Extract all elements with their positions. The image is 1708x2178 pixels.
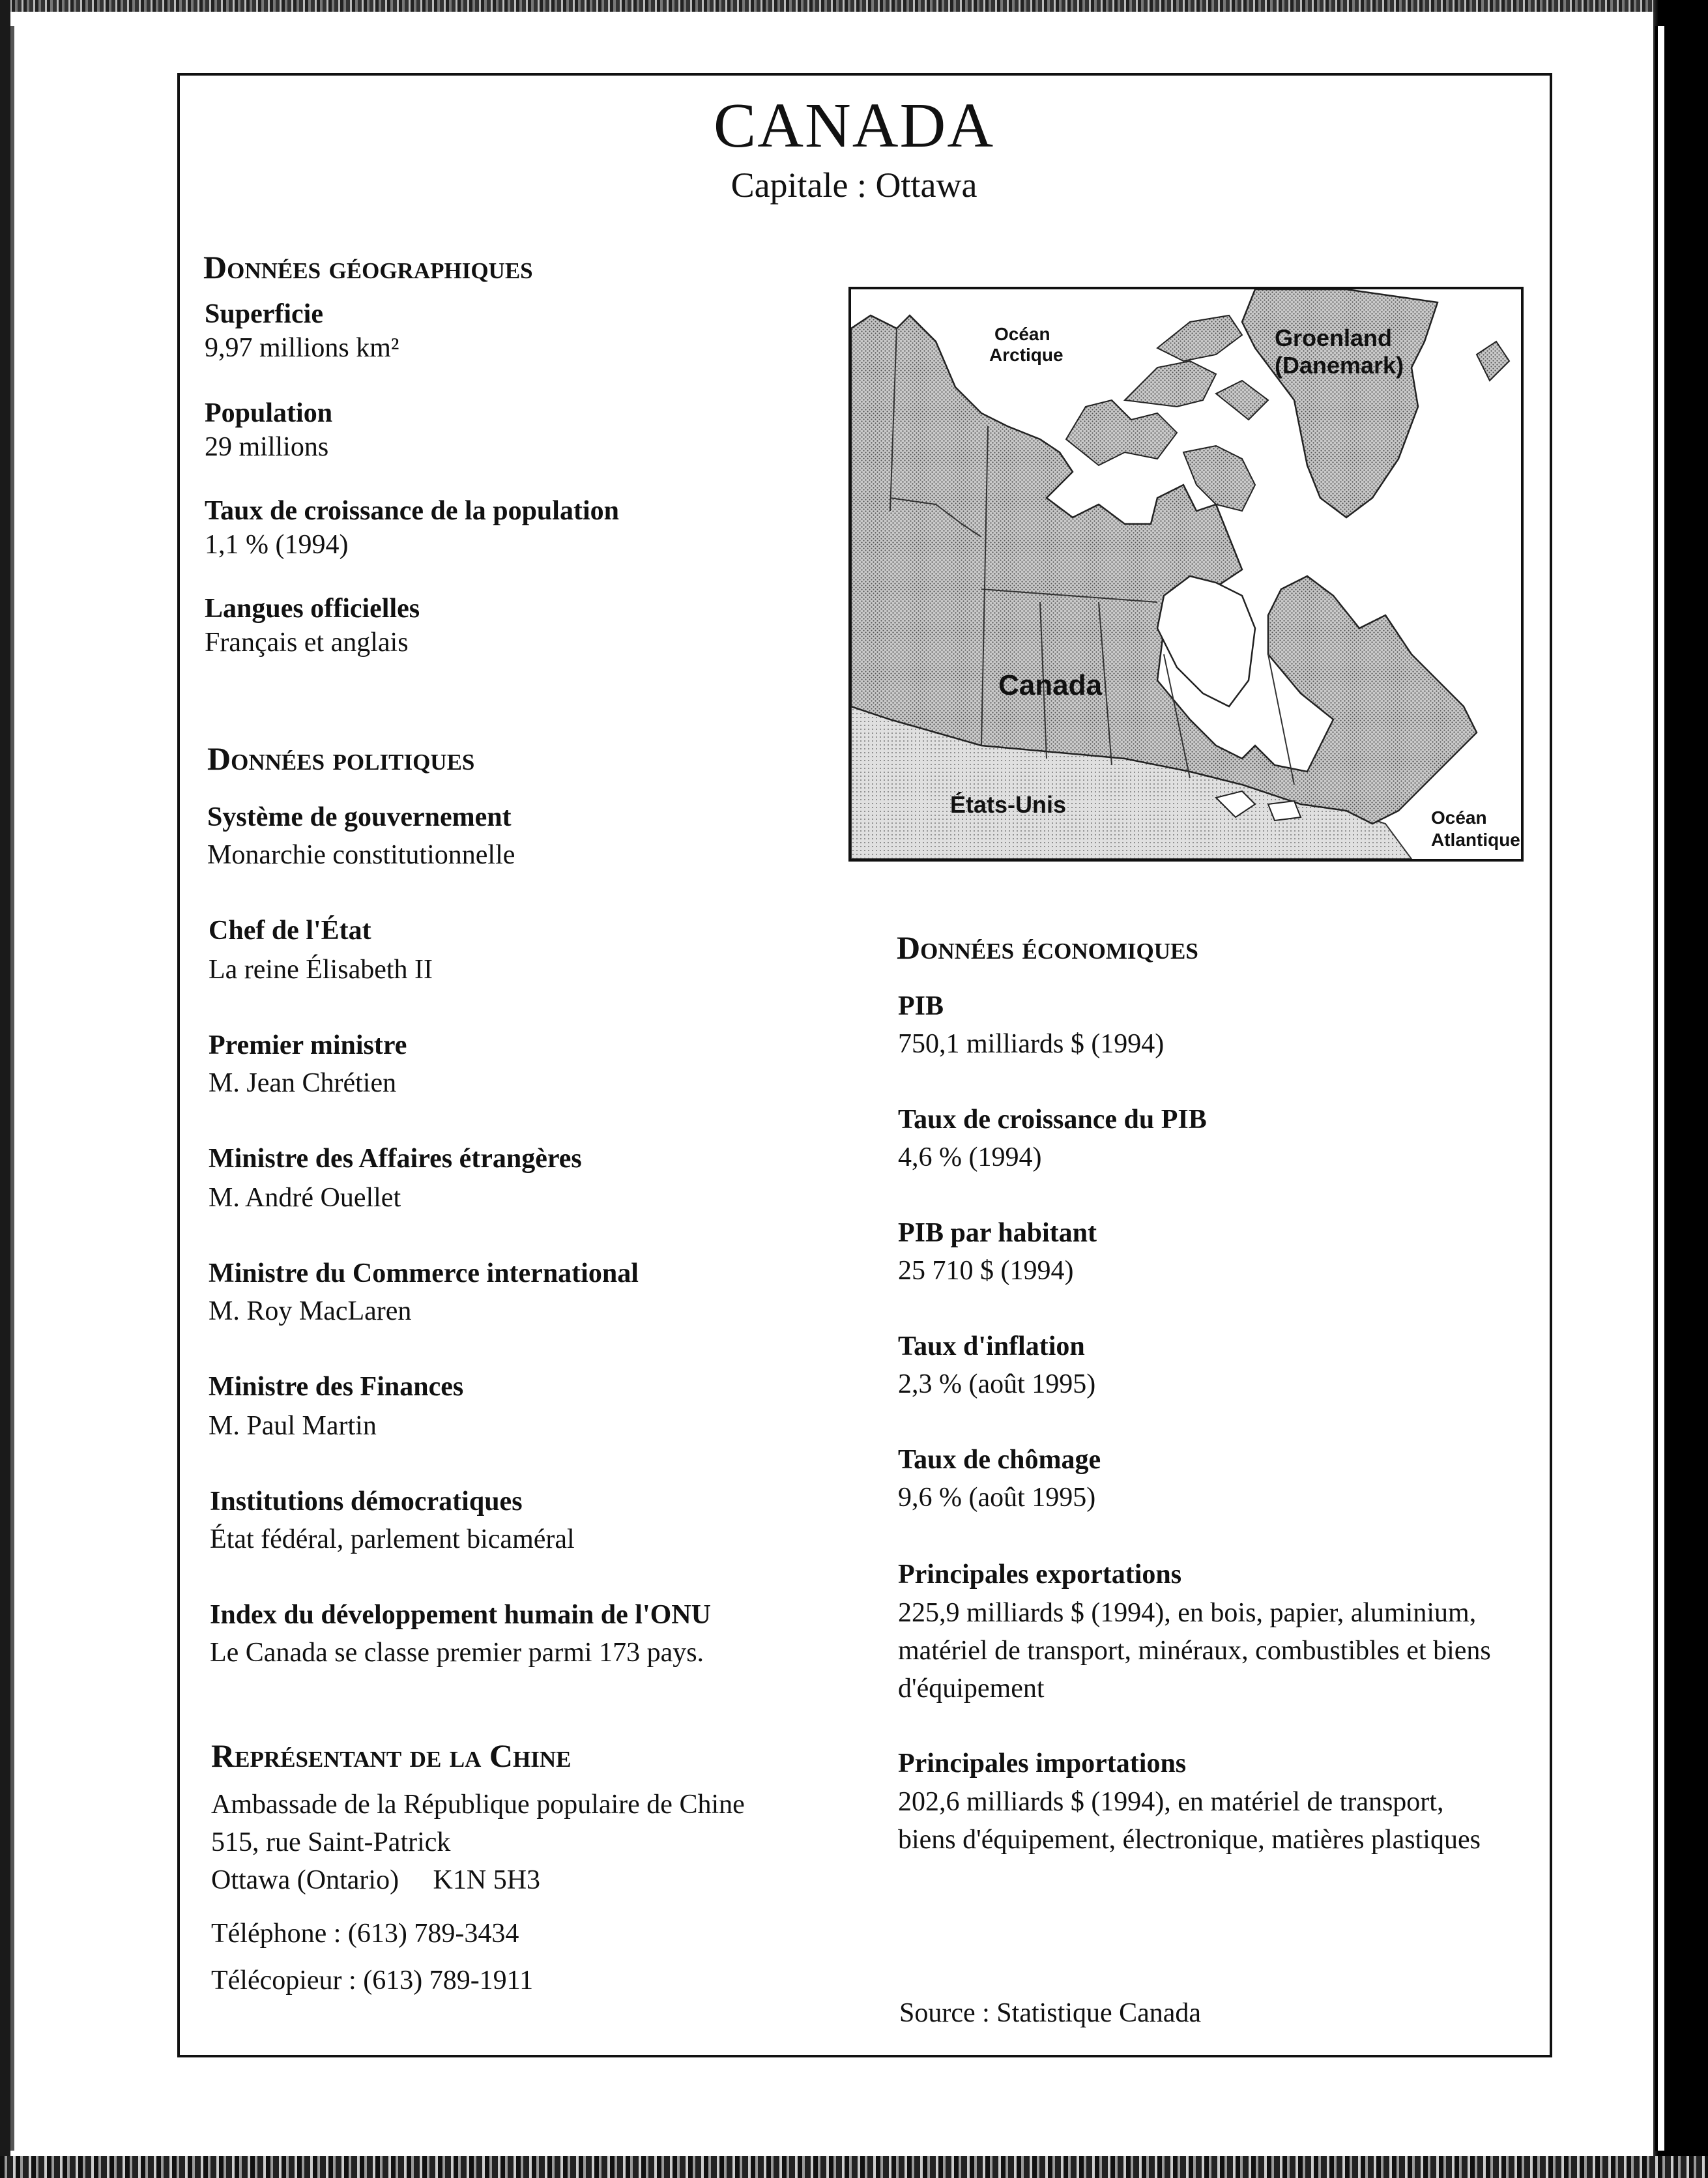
map-label-arctic-ocean: Océan: [994, 324, 1050, 344]
page-binding-gap: [1655, 26, 1667, 2151]
map-label-atlantic-ocean: Atlantique: [1431, 830, 1520, 850]
eco-value-gdp-per-capita: 25 710 $ (1994): [898, 1256, 1074, 1286]
politics-label-government: Système de gouvernement: [207, 802, 512, 832]
politics-heading: Données politiques: [207, 740, 475, 777]
eco-label-gdp-per-capita: PIB par habitant: [898, 1218, 1097, 1248]
eco-label-unemployment: Taux de chômage: [898, 1445, 1101, 1475]
politics-value-government: Monarchie constitutionnelle: [207, 840, 515, 870]
geo-value-population: 29 millions: [205, 432, 329, 462]
politics-value-institutions: État fédéral, parlement bicaméral: [210, 1524, 575, 1554]
geo-label-languages: Langues officielles: [205, 594, 420, 624]
politics-value-head-of-state: La reine Élisabeth II: [209, 955, 433, 985]
politics-label-head-of-state: Chef de l'État: [209, 916, 371, 946]
politics-value-hdi: Le Canada se classe premier parmi 173 pays.: [210, 1638, 704, 1668]
geo-heading: Données géographiques: [203, 249, 533, 285]
politics-label-hdi: Index du développement humain de l'ONU: [210, 1600, 711, 1630]
eco-value-unemployment: 9,6 % (août 1995): [898, 1483, 1096, 1513]
geo-label-population: Population: [205, 398, 333, 428]
eco-label-gdp-growth: Taux de croissance du PIB: [898, 1105, 1207, 1135]
page-title: CANADA: [713, 91, 995, 161]
capital-subtitle: Capitale : Ottawa: [731, 166, 977, 205]
politics-label-finance: Ministre des Finances: [209, 1372, 464, 1402]
eco-value-inflation: 2,3 % (août 1995): [898, 1369, 1096, 1399]
geo-label-growth: Taux de croissance de la population: [205, 496, 619, 526]
eco-exports-line: matériel de transport, minéraux, combustibles et biens: [898, 1636, 1491, 1666]
map-label-atlantic-ocean: Océan: [1431, 807, 1487, 828]
geo-value-area: 9,97 millions km²: [205, 333, 399, 363]
politics-label-trade: Ministre du Commerce international: [209, 1258, 639, 1288]
politics-label-foreign-affairs: Ministre des Affaires étrangères: [209, 1144, 582, 1174]
eco-exports-line: 225,9 milliards $ (1994), en bois, papier, aluminium,: [898, 1598, 1477, 1628]
eco-source: Source : Statistique Canada: [899, 1998, 1202, 2028]
politics-value-prime-minister: M. Jean Chrétien: [209, 1068, 397, 1098]
map-label-arctic-ocean: Arctique: [989, 345, 1064, 365]
eco-label-gdp: PIB: [898, 991, 944, 1021]
scan-edge-top: [0, 0, 1708, 12]
politics-value-finance: M. Paul Martin: [209, 1411, 377, 1441]
politics-label-institutions: Institutions démocratiques: [210, 1487, 523, 1517]
geo-value-languages: Français et anglais: [205, 628, 409, 658]
scan-edge-left: [0, 0, 10, 2178]
eco-label-imports: Principales importations: [898, 1749, 1187, 1779]
rep-address-line: Ottawa (Ontario) K1N 5H3: [211, 1865, 541, 1895]
eco-value-gdp-growth: 4,6 % (1994): [898, 1142, 1042, 1172]
eco-value-gdp: 750,1 milliards $ (1994): [898, 1029, 1165, 1059]
eco-label-exports: Principales exportations: [898, 1560, 1182, 1590]
scan-edge-bottom: [0, 2156, 1708, 2178]
map-label-greenland: Groenland: [1275, 325, 1393, 351]
rep-fax: Télécopieur : (613) 789-1911: [211, 1966, 534, 1996]
canada-map: [848, 287, 1524, 862]
politics-value-trade: M. Roy MacLaren: [209, 1296, 412, 1326]
map-label-canada: Canada: [998, 669, 1102, 701]
rep-address-line: Ambassade de la République populaire de Chine: [211, 1790, 745, 1820]
eco-exports-line: d'équipement: [898, 1674, 1045, 1704]
eco-imports-line: biens d'équipement, électronique, matières plastiques: [898, 1825, 1481, 1855]
scan-edge-left-inner: [10, 26, 14, 2151]
rep-phone: Téléphone : (613) 789-3434: [211, 1919, 519, 1949]
geo-label-area: Superficie: [205, 299, 323, 329]
politics-label-prime-minister: Premier ministre: [209, 1030, 407, 1060]
eco-heading: Données économiques: [897, 929, 1198, 966]
geo-value-growth: 1,1 % (1994): [205, 530, 349, 560]
map-label-usa: États-Unis: [950, 791, 1067, 818]
rep-heading: Représentant de la Chine: [211, 1737, 572, 1774]
map-label-greenland: (Danemark): [1275, 352, 1404, 379]
canada-map-graphic: [851, 289, 1521, 859]
eco-imports-line: 202,6 milliards $ (1994), en matériel de transport,: [898, 1787, 1444, 1817]
rep-address-line: 515, rue Saint-Patrick: [211, 1827, 451, 1857]
politics-value-foreign-affairs: M. André Ouellet: [209, 1183, 401, 1213]
eco-label-inflation: Taux d'inflation: [898, 1331, 1085, 1361]
